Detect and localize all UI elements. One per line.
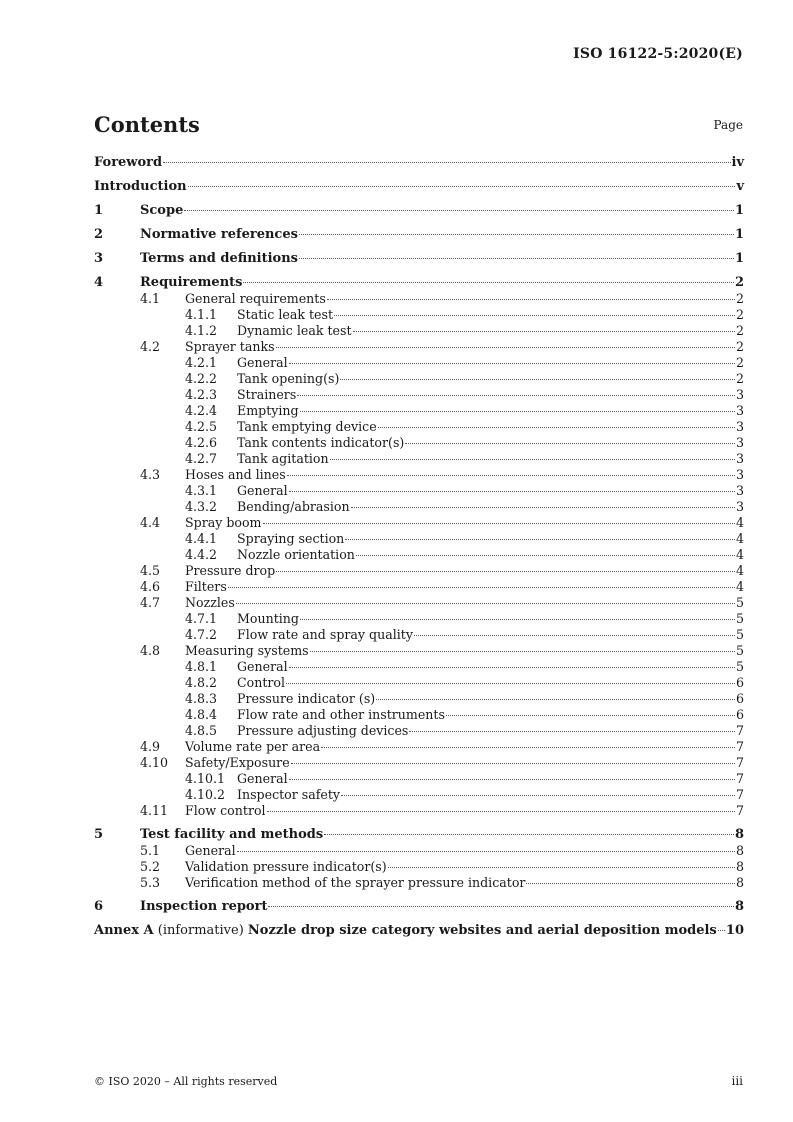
- toc-entry-number: 4.4.1: [185, 531, 218, 546]
- dot-leader: [289, 363, 735, 364]
- toc-entry-page: 7: [735, 771, 744, 786]
- annex-qualifier: (informative): [153, 923, 248, 938]
- toc-entry-title: Requirements: [140, 275, 243, 290]
- toc-entry[interactable]: [94, 403, 744, 419]
- toc-entry-page: 3: [735, 499, 744, 514]
- toc-entry-page: 2: [735, 371, 744, 386]
- dot-leader: [243, 282, 733, 283]
- toc-entry-page: 2: [734, 275, 744, 290]
- toc-entry[interactable]: [94, 179, 744, 195]
- toc-entry[interactable]: [94, 787, 744, 803]
- toc-entry-title: General requirements: [185, 291, 326, 306]
- toc-entry-title: Spray boom: [185, 515, 262, 530]
- toc-entry-title: Flow rate and other instruments: [237, 707, 445, 722]
- toc-entry-page: 4: [735, 515, 744, 530]
- toc-entry-page: 5: [735, 659, 744, 674]
- copyright-notice: © ISO 2020 – All rights reserved: [94, 1075, 278, 1088]
- toc-entry-title: Pressure drop: [185, 563, 276, 578]
- toc-entry-page: 5: [735, 595, 744, 610]
- toc-entry-number: 4.9: [140, 739, 161, 754]
- toc-entry-title: Strainers: [237, 387, 297, 402]
- toc-entry-page: 7: [735, 787, 744, 802]
- toc-entry-title: Nozzle orientation: [237, 547, 355, 562]
- toc-entry[interactable]: [94, 707, 744, 723]
- toc-entry-title: Pressure adjusting devices: [237, 723, 409, 738]
- toc-entry-number: 4.2.5: [185, 419, 218, 434]
- dot-leader: [310, 651, 735, 652]
- toc-entry-title: Bending/abrasion: [237, 499, 350, 514]
- toc-entry[interactable]: [94, 843, 744, 859]
- dot-leader: [268, 906, 733, 907]
- dot-leader: [324, 834, 734, 835]
- dot-leader: [300, 411, 735, 412]
- toc-entry-page: 2: [735, 355, 744, 370]
- toc-entry-number: 2: [94, 227, 104, 242]
- toc-entry-title: General: [237, 659, 288, 674]
- toc-entry[interactable]: [94, 451, 744, 467]
- toc-entry-page: 6: [735, 675, 744, 690]
- dot-leader: [286, 683, 735, 684]
- dot-leader: [289, 779, 735, 780]
- toc-entry-number: 4.3.1: [185, 483, 218, 498]
- toc-entry[interactable]: [94, 371, 744, 387]
- toc-entry-title: Foreword: [94, 155, 163, 170]
- toc-entry[interactable]: [94, 579, 744, 595]
- toc-entry[interactable]: [94, 827, 744, 843]
- toc-entry-page: 1: [734, 251, 744, 266]
- toc-entry-page: 4: [735, 579, 744, 594]
- toc-entry[interactable]: [94, 659, 744, 675]
- toc-entry-page: v: [736, 179, 744, 194]
- table-of-contents: [94, 155, 744, 939]
- toc-entry-title: Safety/Exposure: [185, 755, 290, 770]
- toc-entry-title: Terms and definitions: [140, 251, 298, 266]
- toc-entry-title: Inspector safety: [237, 787, 341, 802]
- dot-leader: [414, 635, 735, 636]
- page-column-label: Page: [713, 118, 743, 132]
- toc-entry-title: Validation pressure indicator(s): [185, 859, 387, 874]
- toc-entry-number: 4.1.2: [185, 323, 218, 338]
- toc-entry-page: 1: [734, 227, 744, 242]
- dot-leader: [388, 867, 735, 868]
- dot-leader: [376, 699, 735, 700]
- toc-entry-title: Tank emptying device: [237, 419, 377, 434]
- toc-entry-page: 7: [735, 723, 744, 738]
- toc-entry[interactable]: [94, 227, 744, 243]
- toc-entry[interactable]: [94, 515, 744, 531]
- toc-entry-page: 3: [735, 451, 744, 466]
- toc-entry-page: 2: [735, 307, 744, 322]
- toc-entry-number: 4: [94, 275, 104, 290]
- toc-entry[interactable]: [94, 419, 744, 435]
- toc-entry[interactable]: [94, 611, 744, 627]
- toc-entry-page: 4: [735, 531, 744, 546]
- toc-entry[interactable]: [94, 899, 744, 915]
- dot-leader: [299, 234, 734, 235]
- annex-label: Annex A: [94, 923, 154, 938]
- dot-leader: [263, 523, 735, 524]
- toc-entry-page: 8: [735, 843, 744, 858]
- toc-entry-number: 4.3: [140, 467, 161, 482]
- toc-entry[interactable]: [94, 531, 744, 547]
- page-number: iii: [731, 1074, 743, 1088]
- dot-leader: [276, 571, 735, 572]
- toc-entry-number: 4.2.6: [185, 435, 218, 450]
- toc-entry-page: iv: [731, 155, 744, 170]
- dot-leader: [330, 459, 735, 460]
- toc-entry[interactable]: [94, 355, 744, 371]
- dot-leader: [353, 331, 735, 332]
- dot-leader: [345, 539, 735, 540]
- dot-leader: [237, 851, 735, 852]
- toc-entry-page: 6: [735, 691, 744, 706]
- toc-entry-title: Tank contents indicator(s): [237, 435, 405, 450]
- toc-entry-page: 2: [735, 339, 744, 354]
- dot-leader: [526, 883, 735, 884]
- toc-entry-page: 1: [734, 203, 744, 218]
- dot-leader: [327, 299, 735, 300]
- dot-leader: [334, 315, 735, 316]
- toc-entry-number: 4.2: [140, 339, 161, 354]
- toc-entry-page: 3: [735, 387, 744, 402]
- toc-entry-page: 6: [735, 707, 744, 722]
- toc-entry[interactable]: [94, 251, 744, 267]
- toc-entry-title: Normative references: [140, 227, 298, 242]
- toc-entry-number: 4.1.1: [185, 307, 218, 322]
- toc-entry[interactable]: [94, 675, 744, 691]
- toc-entry[interactable]: [94, 755, 744, 771]
- toc-entry-title: Verification method of the sprayer pressure indicator: [185, 875, 526, 890]
- dot-leader: [291, 763, 735, 764]
- toc-entry-title: Scope: [140, 203, 184, 218]
- toc-entry-number: 4.5: [140, 563, 161, 578]
- dot-leader: [405, 443, 735, 444]
- toc-entry-page: 3: [735, 419, 744, 434]
- toc-entry-number: 4.8.3: [185, 691, 218, 706]
- toc-entry-title: Volume rate per area: [185, 739, 321, 754]
- toc-entry[interactable]: [94, 875, 744, 891]
- annex-title: Nozzle drop size category websites and aerial deposition models: [247, 923, 717, 938]
- toc-entry-title: Hoses and lines: [185, 467, 286, 482]
- toc-entry-title: Pressure indicator (s): [237, 691, 376, 706]
- toc-entry-number: 4.8: [140, 643, 161, 658]
- toc-entry[interactable]: [94, 203, 744, 219]
- toc-entry[interactable]: [94, 339, 744, 355]
- dot-leader: [276, 347, 735, 348]
- toc-entry-title: Flow rate and spray quality: [237, 627, 413, 642]
- toc-entry-number: 4.1: [140, 291, 161, 306]
- toc-entry-page: 10: [725, 923, 744, 938]
- document-id: ISO 16122-5:2020(E): [573, 46, 743, 62]
- toc-entry-title: Dynamic leak test: [237, 323, 352, 338]
- toc-entry[interactable]: [94, 803, 744, 819]
- toc-entry-title: General: [237, 771, 288, 786]
- dot-leader: [188, 186, 736, 187]
- dot-leader: [356, 555, 735, 556]
- toc-entry-title: Nozzles: [185, 595, 235, 610]
- toc-entry-title: Measuring systems: [185, 643, 309, 658]
- toc-entry-title: Filters: [185, 579, 227, 594]
- toc-entry-page: 3: [735, 467, 744, 482]
- toc-entry-title: Emptying: [237, 403, 299, 418]
- dot-leader: [297, 395, 735, 396]
- dot-leader: [228, 587, 735, 588]
- dot-leader: [351, 507, 735, 508]
- dot-leader: [267, 811, 735, 812]
- toc-entry-page: 8: [735, 875, 744, 890]
- toc-entry-page: 2: [735, 323, 744, 338]
- toc-entry-number: 4.4: [140, 515, 161, 530]
- toc-entry-page: 5: [735, 611, 744, 626]
- toc-entry[interactable]: [94, 467, 744, 483]
- toc-entry[interactable]: [94, 483, 744, 499]
- dot-leader: [289, 667, 735, 668]
- toc-entry-number: 1: [94, 203, 104, 218]
- toc-entry-title: Tank agitation: [237, 451, 329, 466]
- page-title: Contents: [94, 112, 200, 137]
- toc-entry[interactable]: [94, 155, 744, 171]
- toc-entry[interactable]: [94, 691, 744, 707]
- toc-entry[interactable]: [94, 387, 744, 403]
- toc-entry-title: Inspection report: [140, 899, 268, 914]
- toc-entry-number: 4.3.2: [185, 499, 218, 514]
- toc-entry-title: General: [237, 355, 288, 370]
- toc-entry-page: 4: [735, 563, 744, 578]
- toc-entry-number: 4.8.4: [185, 707, 218, 722]
- toc-entry-number: 4.2.7: [185, 451, 218, 466]
- toc-entry-title: Tank opening(s): [237, 371, 340, 386]
- dot-leader: [718, 930, 725, 931]
- toc-entry[interactable]: [94, 627, 744, 643]
- toc-entry-number: 4.10.2: [185, 787, 226, 802]
- toc-entry[interactable]: [94, 323, 744, 339]
- dot-leader: [236, 603, 735, 604]
- toc-entry[interactable]: [94, 307, 744, 323]
- toc-entry-title: Flow control: [185, 803, 266, 818]
- toc-entry-number: 4.2.4: [185, 403, 218, 418]
- toc-entry-title: Static leak test: [237, 307, 334, 322]
- toc-entry-number: 3: [94, 251, 104, 266]
- toc-entry-number: 5.2: [140, 859, 161, 874]
- dot-leader: [289, 491, 735, 492]
- toc-entry-page: 4: [735, 547, 744, 562]
- toc-entry-page: 5: [735, 643, 744, 658]
- toc-entry-page: 7: [735, 755, 744, 770]
- toc-entry-number: 5.1: [140, 843, 161, 858]
- dot-leader: [340, 379, 735, 380]
- toc-entry[interactable]: [94, 563, 744, 579]
- toc-entry-page: 3: [735, 403, 744, 418]
- toc-entry-number: 4.8.5: [185, 723, 218, 738]
- dot-leader: [321, 747, 735, 748]
- toc-entry-page: 3: [735, 435, 744, 450]
- toc-entry-number: 4.2.2: [185, 371, 218, 386]
- toc-entry-page: 7: [735, 739, 744, 754]
- toc-entry-page: 7: [735, 803, 744, 818]
- toc-entry-number: 4.4.2: [185, 547, 218, 562]
- dot-leader: [378, 427, 735, 428]
- toc-entry-number: 4.2.3: [185, 387, 218, 402]
- toc-entry-page: 3: [735, 483, 744, 498]
- dot-leader: [163, 162, 730, 163]
- dot-leader: [446, 715, 735, 716]
- toc-entry-number: 4.7.2: [185, 627, 218, 642]
- toc-entry-number: 4.2.1: [185, 355, 218, 370]
- toc-entry-title: Introduction: [94, 179, 187, 194]
- toc-entry-number: 4.10: [140, 755, 169, 770]
- toc-entry-page: 2: [735, 291, 744, 306]
- toc-entry[interactable]: [94, 275, 744, 291]
- toc-entry[interactable]: [94, 595, 744, 611]
- toc-entry-title: Mounting: [237, 611, 299, 626]
- toc-entry-number: 4.8.1: [185, 659, 218, 674]
- dot-leader: [409, 731, 735, 732]
- toc-entry-page: 5: [735, 627, 744, 642]
- toc-entry-title: Test facility and methods: [140, 827, 324, 842]
- toc-entry-page: 8: [735, 859, 744, 874]
- toc-entry[interactable]: [94, 547, 744, 563]
- dot-leader: [300, 619, 735, 620]
- dot-leader: [184, 210, 734, 211]
- toc-entry-number: 5: [94, 827, 104, 842]
- toc-entry[interactable]: [94, 499, 744, 515]
- toc-entry[interactable]: [94, 643, 744, 659]
- dot-leader: [287, 475, 735, 476]
- toc-entry-number: 4.6: [140, 579, 161, 594]
- toc-entry-title: Control: [237, 675, 286, 690]
- toc-entry-title: Spraying section: [237, 531, 345, 546]
- toc-entry-number: 4.10.1: [185, 771, 226, 786]
- toc-entry[interactable]: [94, 435, 744, 451]
- toc-entry-number: 6: [94, 899, 104, 914]
- toc-entry[interactable]: [94, 291, 744, 307]
- toc-entry-title: General: [237, 483, 288, 498]
- toc-entry-number: 4.11: [140, 803, 169, 818]
- toc-entry[interactable]: [94, 859, 744, 875]
- toc-entry-annex[interactable]: [94, 923, 744, 939]
- toc-entry-title: General: [185, 843, 236, 858]
- dot-leader: [299, 258, 734, 259]
- toc-entry[interactable]: [94, 723, 744, 739]
- toc-entry-page: 8: [734, 827, 744, 842]
- toc-entry-page: 8: [734, 899, 744, 914]
- toc-entry-title: Sprayer tanks: [185, 339, 275, 354]
- toc-entry[interactable]: [94, 739, 744, 755]
- toc-entry[interactable]: [94, 771, 744, 787]
- toc-entry-number: 4.8.2: [185, 675, 218, 690]
- toc-entry-number: 5.3: [140, 875, 161, 890]
- toc-entry-number: 4.7: [140, 595, 161, 610]
- dot-leader: [341, 795, 735, 796]
- toc-entry-number: 4.7.1: [185, 611, 218, 626]
